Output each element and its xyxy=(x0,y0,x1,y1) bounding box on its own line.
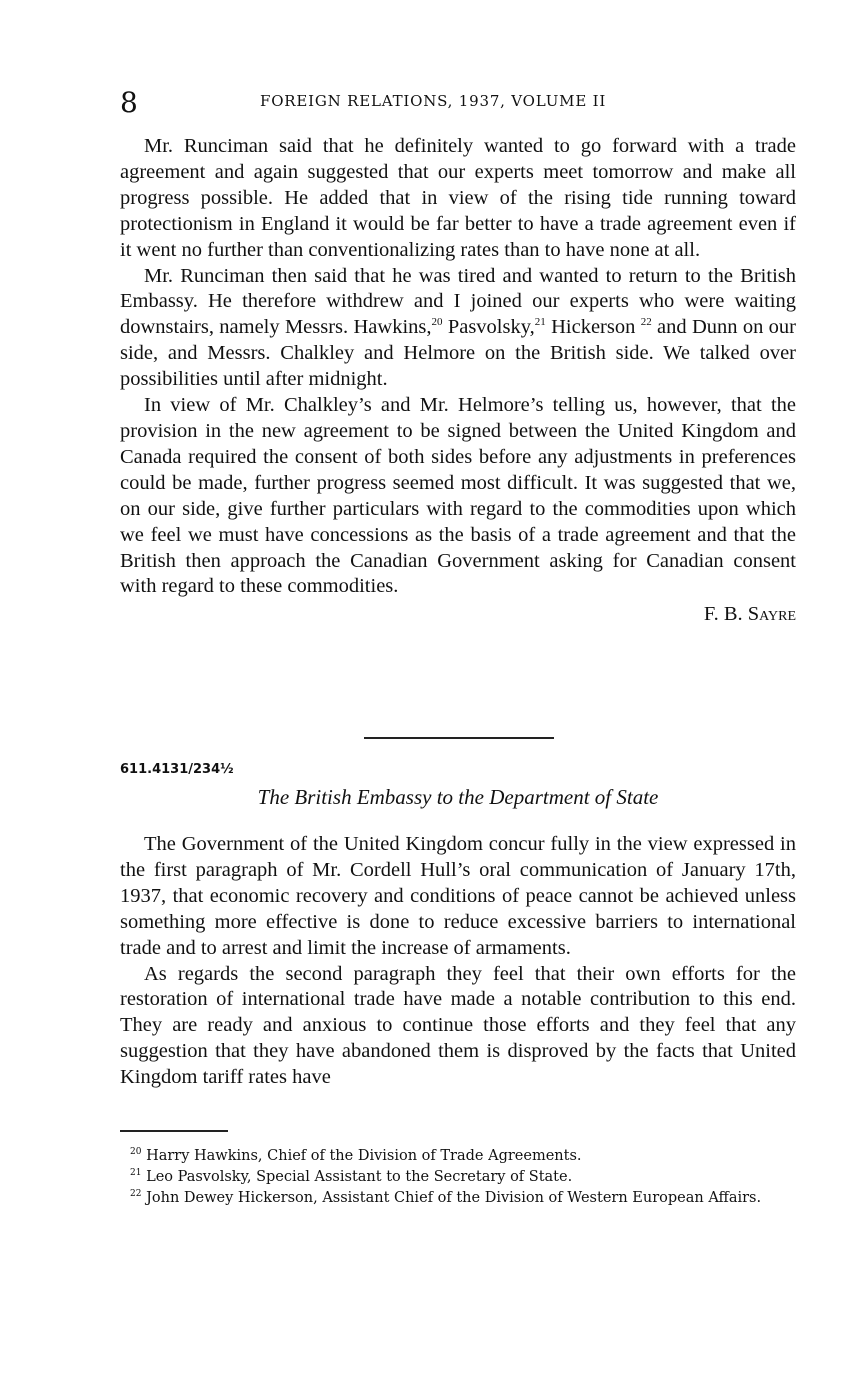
footnote xyxy=(120,1186,796,1207)
page-number: 8 xyxy=(120,86,138,119)
document-body xyxy=(120,832,796,1091)
footnote-text: John Dewey Hickerson, Assistant Chief of the Division of Western European Affairs. xyxy=(146,1189,762,1206)
file-number: 611.4131/234½ xyxy=(120,762,234,777)
running-title: FOREIGN RELATIONS, 1937, VOLUME II xyxy=(260,92,607,110)
footnote-text: Leo Pasvolsky, Special Assistant to the Secretary of State. xyxy=(146,1168,573,1185)
document-title: The British Embassy to the Department of State xyxy=(257,785,659,809)
footnote-mark: 22 xyxy=(130,1189,142,1200)
footnote-ref[interactable]: 22 xyxy=(640,316,652,329)
memo-text: Hickerson xyxy=(545,316,641,339)
footnote xyxy=(120,1165,796,1186)
signature xyxy=(120,602,796,628)
footnote xyxy=(120,1144,796,1165)
memo-paragraph xyxy=(120,264,796,394)
footnote-ref[interactable]: 20 xyxy=(431,316,443,329)
memo-text: and Dunn on our side, and Messrs. Chalkley and Helmore on the British side. We talked over possibilities until after midnight. xyxy=(120,316,796,391)
memo-paragraph: Mr. Runciman said that he definitely wanted to go forward with a trade agreement and again suggested that our experts meet tomorrow and make all progress possible. He added that in view of the rising tide running toward protectionism in England it would be far better to have a trade agreement even if it went no further than conventionalizing rates than to have none at all. xyxy=(120,135,796,261)
footnote-ref[interactable]: 21 xyxy=(534,316,546,329)
footnote-mark: 20 xyxy=(130,1147,142,1157)
signature-initials: F. B. xyxy=(703,603,748,626)
memo-text: Mr. Runciman then said that he was tired and wanted to return to the British Embassy. He therefore withdrew and I joined our experts who were waiting downstairs, namely Messrs. Hawkins, xyxy=(120,264,796,339)
footnote-divider xyxy=(120,1130,228,1132)
footnotes xyxy=(120,1144,796,1207)
memo-body xyxy=(120,134,796,628)
running-head xyxy=(120,86,796,120)
footnote-mark: 21 xyxy=(130,1168,142,1179)
memo-paragraph: In view of Mr. Chalkley’s and Mr. Helmore’s telling us, however, that the provision in the new agreement to be signed between the United Kingdom and Canada required the consent of both sides before any adjustments in preferences could be made, further progress seemed most difficult. It was suggested that we, on our side, give further particulars with regard to the commodities upon which we feel we must have concessions as the basis of a trade agreement and that the British then approach the Canadian Government asking for Canadian consent with regard to these commodities. xyxy=(120,394,796,598)
memo-text: Pasvolsky, xyxy=(442,316,535,339)
footnote-text: Harry Hawkins, Chief of the Division of Trade Agreements. xyxy=(146,1147,582,1164)
document-paragraph: As regards the second paragraph they feel that their own efforts for the restoration of international trade have made a notable contribution to this end. They are ready and anxious to continue those efforts and they feel that any suggestion that they have abandoned them is disproved by the facts that United Kingdom tariff rates have xyxy=(120,962,796,1089)
section-divider xyxy=(364,737,554,739)
document-paragraph: The Government of the United Kingdom concur fully in the view expressed in the first paragraph of Mr. Cordell Hull’s oral communication of January 17th, 1937, that economic recovery and conditions of peace cannot be achieved unless something more effective is done to reduce excessive barriers to international trade and to arrest and limit the increase of armaments. xyxy=(120,833,796,959)
signature-surname: Sayre xyxy=(747,603,796,626)
